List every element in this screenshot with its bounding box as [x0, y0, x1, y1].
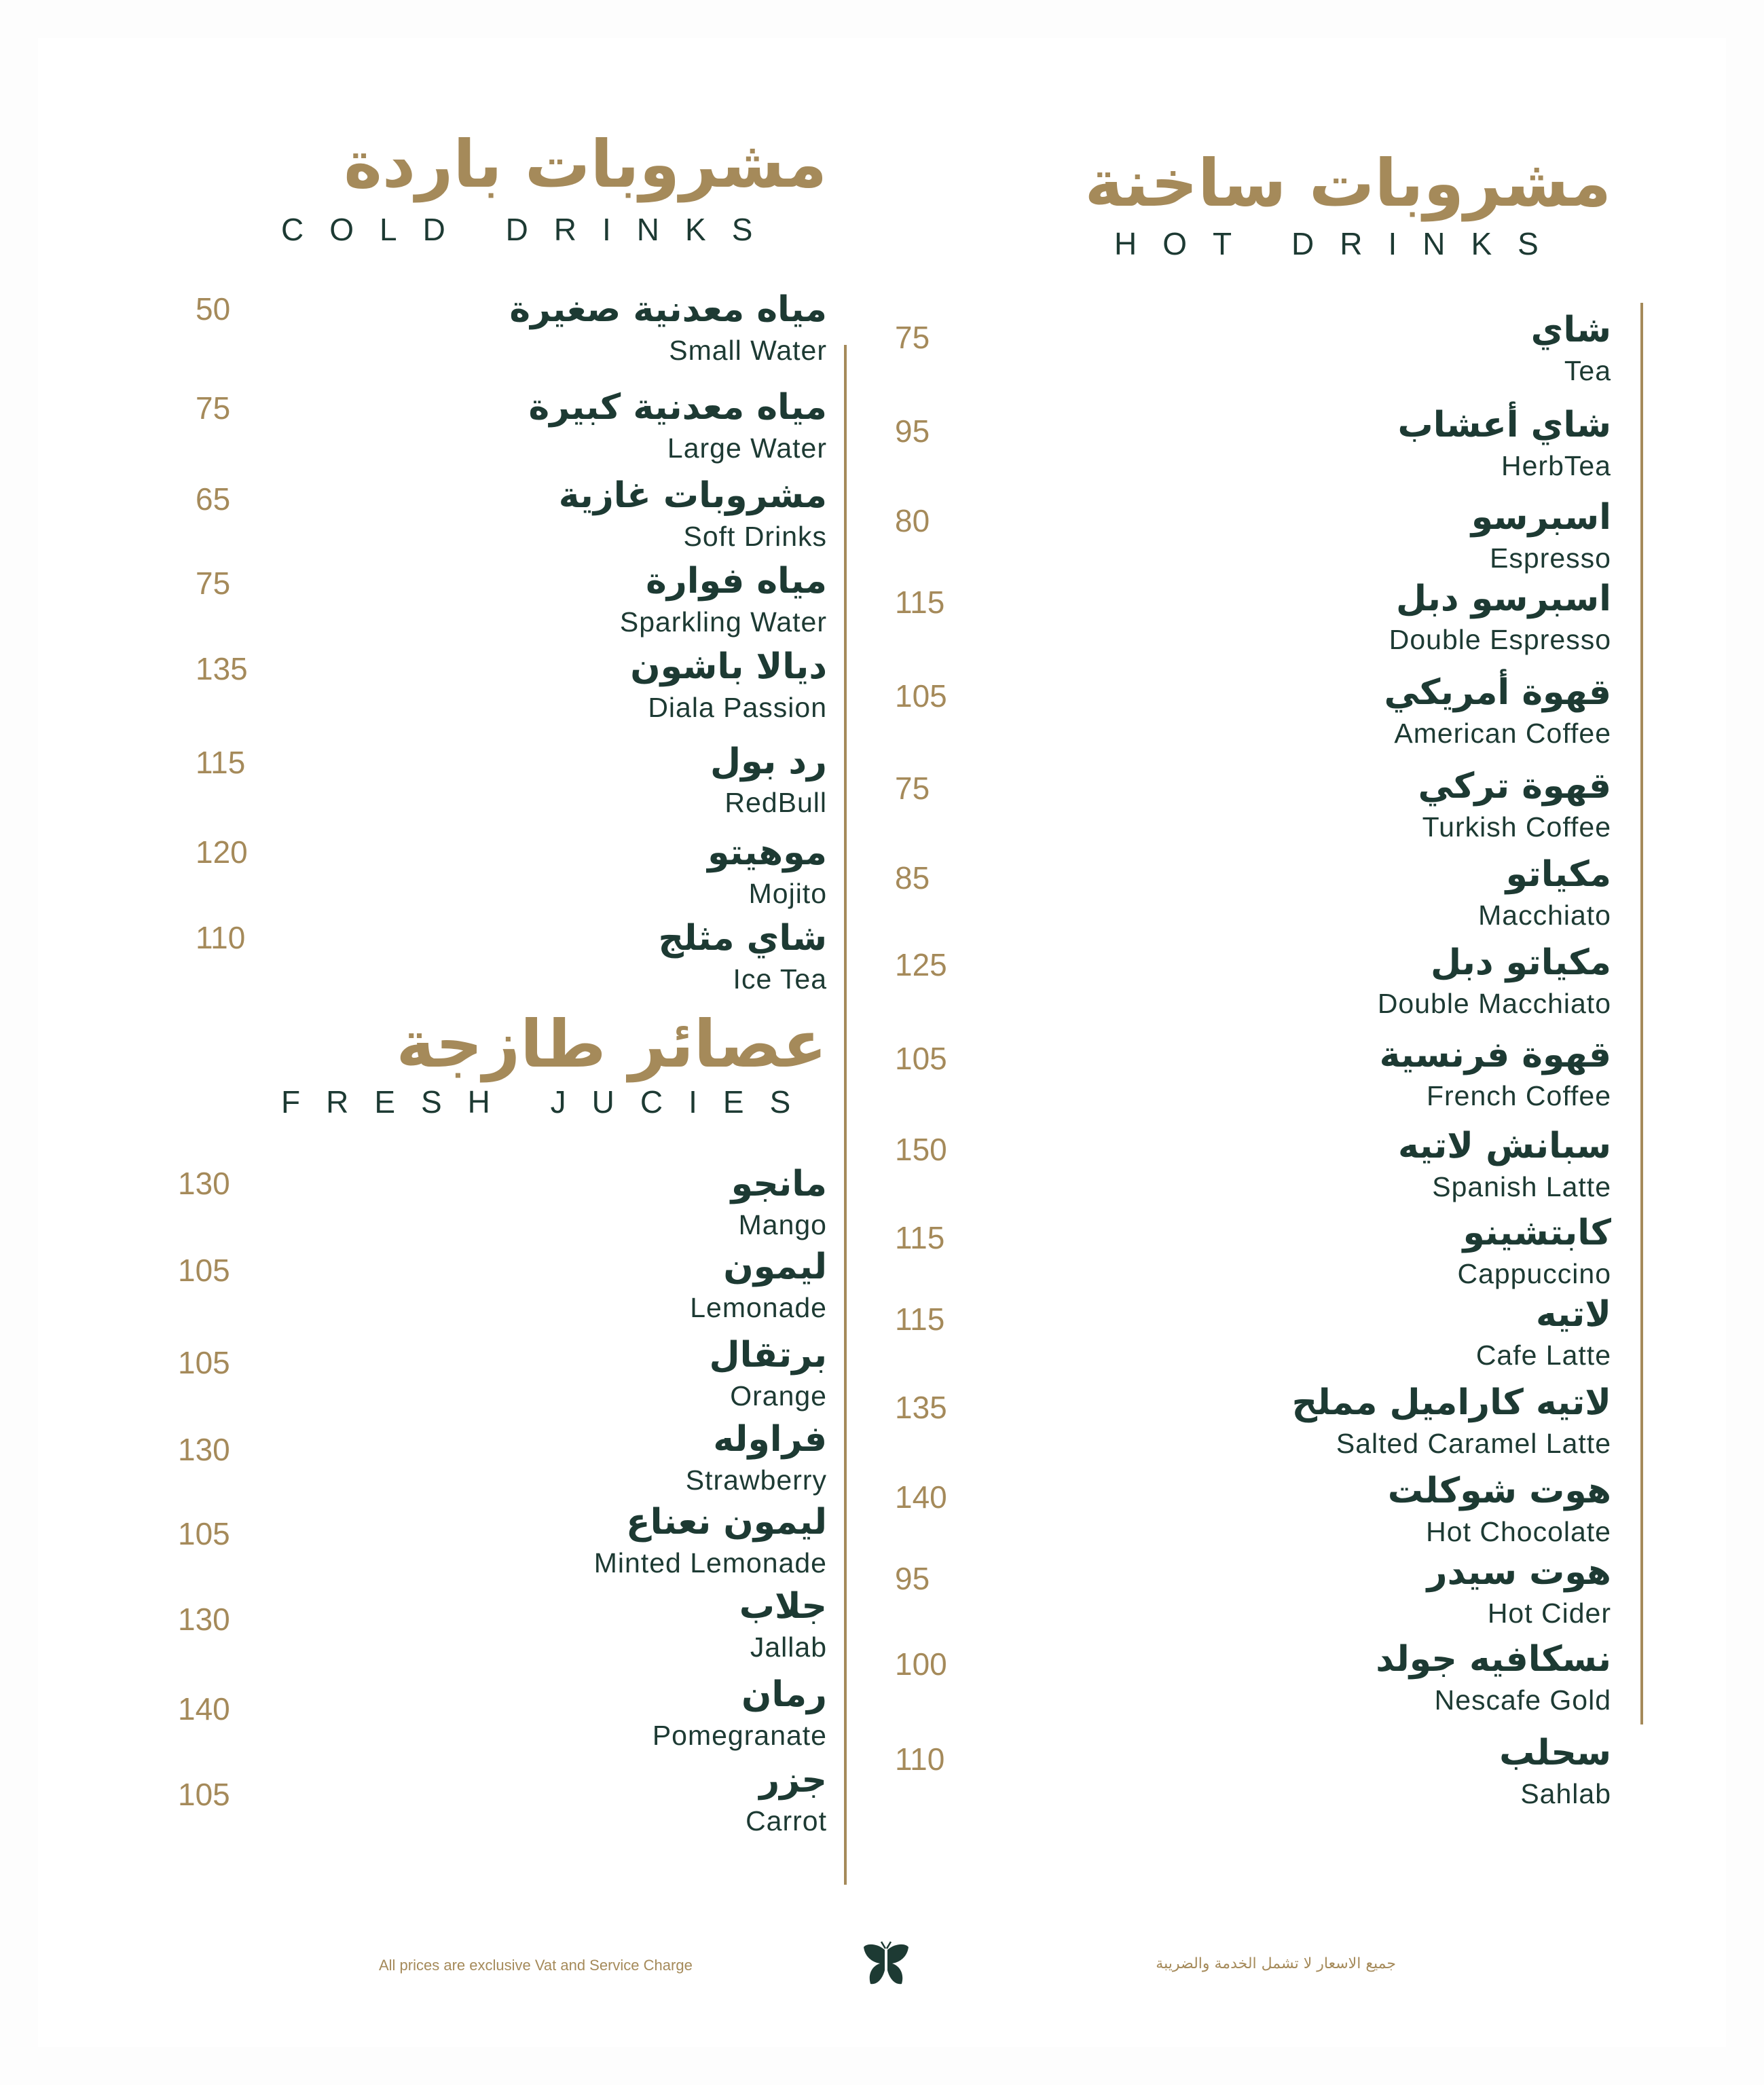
item-name-ar: سحلب: [1499, 1733, 1611, 1773]
hot-drinks-divider: [1640, 303, 1643, 1724]
juices-item-price: 130: [178, 1602, 230, 1637]
juices-menu-item: [216, 1337, 827, 1412]
item-name-en: RedBull: [724, 787, 827, 818]
item-name-ar: جلاب: [739, 1586, 827, 1627]
hot-item-price: 115: [895, 1302, 945, 1337]
item-name-ar: قهوة أمريكي: [1384, 672, 1611, 713]
item-name-ar: قهوة تركي: [1418, 766, 1611, 807]
hot-menu-item: [1000, 407, 1611, 482]
item-name-en: Double Espresso: [1389, 624, 1611, 655]
item-name-ar: شاي: [1530, 310, 1611, 350]
item-name-ar: ديالا باشون: [630, 646, 827, 687]
item-name-ar: رد بول: [710, 741, 827, 782]
juices-item-price: 105: [178, 1777, 230, 1812]
item-name-ar: جزر: [759, 1760, 827, 1801]
cold-item-price: 65: [196, 481, 231, 517]
footer-note-en: All prices are exclusive Vat and Service Charge: [379, 1957, 693, 1974]
juices-menu-item: [216, 1419, 827, 1496]
hot-drinks-title-en: HOT DRINKS: [1114, 226, 1564, 261]
item-name-ar: شاي مثلج: [658, 918, 827, 959]
item-name-en: Hot Cider: [1487, 1598, 1611, 1629]
hot-menu-item: [1000, 766, 1611, 843]
left-column-divider: [844, 345, 847, 1885]
hot-menu-item: [1000, 854, 1611, 931]
hot-item-price: 105: [895, 678, 947, 714]
item-name-en: Macchiato: [1478, 900, 1611, 931]
juices-menu-item: [216, 1166, 827, 1241]
hot-item-price: 95: [895, 1561, 930, 1596]
fresh-juices-title-en: FRESH JUCIES: [281, 1084, 817, 1120]
item-name-en: Small Water: [669, 335, 827, 366]
hot-menu-item: [1000, 1552, 1611, 1629]
item-name-ar: شاي أعشاب: [1397, 405, 1611, 445]
footer-note-ar: جميع الاسعار لا تشمل الخدمة والضريبة: [1156, 1955, 1396, 1972]
item-name-ar: مكياتو: [1505, 854, 1611, 895]
cold-menu-item: [216, 387, 827, 464]
item-name-en: Orange: [730, 1380, 827, 1411]
item-name-en: Carrot: [746, 1805, 827, 1837]
item-name-ar: كابتشينو: [1463, 1213, 1611, 1253]
cold-item-price: 110: [196, 920, 246, 955]
item-name-en: American Coffee: [1394, 718, 1611, 749]
item-name-en: Hot Chocolate: [1426, 1516, 1611, 1547]
cold-item-price: 115: [196, 745, 246, 780]
cold-drinks-title-en: COLD DRINKS: [281, 212, 779, 247]
item-name-en: Jallab: [750, 1631, 827, 1663]
juices-menu-item: [216, 1674, 827, 1752]
hot-menu-item: [1000, 1473, 1611, 1548]
cold-menu-item: [216, 741, 827, 819]
item-name-en: HerbTea: [1501, 450, 1611, 481]
item-name-en: Spanish Latte: [1432, 1171, 1611, 1202]
cold-menu-item: [216, 646, 827, 724]
item-name-en: Diala Passion: [648, 692, 827, 723]
cold-item-price: 75: [196, 390, 231, 426]
hot-item-price: 125: [895, 947, 947, 982]
item-name-en: Mojito: [748, 878, 827, 909]
hot-item-price: 105: [895, 1041, 947, 1076]
item-name-ar: هوت سيدر: [1427, 1552, 1611, 1593]
item-name-ar: اسبرسو: [1471, 497, 1611, 538]
item-name-ar: موهيتو: [708, 832, 827, 873]
butterfly-logo-icon: [861, 1940, 911, 1991]
item-name-en: Pomegranate: [652, 1720, 827, 1751]
juices-item-price: 130: [178, 1432, 230, 1467]
item-name-en: Double Macchiato: [1377, 988, 1611, 1019]
juices-item-price: 105: [178, 1253, 230, 1288]
item-name-en: Ice Tea: [733, 963, 827, 995]
cold-menu-item: [216, 475, 827, 553]
item-name-ar: ليمون نعناع: [626, 1502, 827, 1543]
hot-menu-item: [1000, 942, 1611, 1020]
item-name-en: Large Water: [667, 432, 827, 464]
item-name-ar: مياه فوارة: [646, 561, 827, 602]
hot-menu-item: [1000, 672, 1611, 750]
item-name-ar: مياه معدنية صغيرة: [509, 289, 827, 330]
hot-menu-item: [1000, 1294, 1611, 1371]
hot-menu-item: [1000, 1735, 1611, 1810]
item-name-ar: برتقال: [709, 1335, 827, 1376]
cold-drinks-title-ar: مشروبات باردة: [344, 126, 827, 202]
cold-menu-item: [216, 918, 827, 995]
cold-menu-item: [216, 832, 827, 910]
item-name-en: Nescafe Gold: [1434, 1684, 1611, 1716]
hot-item-price: 75: [895, 771, 930, 806]
hot-menu-item: [1000, 1215, 1611, 1290]
hot-menu-item: [1000, 312, 1611, 387]
item-name-ar: فراوله: [713, 1419, 827, 1460]
hot-item-price: 85: [895, 860, 930, 896]
juices-item-price: 105: [178, 1345, 230, 1380]
hot-item-price: 115: [895, 585, 945, 620]
item-name-en: Sparkling Water: [619, 606, 827, 638]
item-name-en: Tea: [1564, 355, 1611, 386]
hot-item-price: 75: [895, 320, 930, 355]
hot-menu-item: [1000, 1382, 1611, 1460]
hot-item-price: 135: [895, 1390, 947, 1425]
cold-item-price: 50: [196, 291, 231, 327]
item-name-en: Lemonade: [690, 1292, 827, 1323]
hot-item-price: 150: [895, 1132, 947, 1167]
hot-item-price: 80: [895, 503, 930, 538]
hot-menu-item: [1000, 578, 1611, 656]
item-name-en: Minted Lemonade: [593, 1547, 827, 1579]
item-name-en: French Coffee: [1426, 1080, 1611, 1111]
hot-menu-item: [1000, 497, 1611, 574]
item-name-en: Soft Drinks: [683, 521, 827, 552]
item-name-ar: مشروبات غازية: [558, 475, 827, 516]
hot-menu-item: [1000, 1128, 1611, 1203]
item-name-ar: مانجو: [731, 1164, 827, 1204]
item-name-en: Cafe Latte: [1475, 1340, 1611, 1371]
item-name-ar: ليمون: [723, 1247, 827, 1287]
cold-item-price: 120: [196, 834, 248, 870]
item-name-en: Cappuccino: [1457, 1258, 1611, 1289]
juices-menu-item: [216, 1249, 827, 1324]
cold-item-price: 135: [196, 651, 248, 686]
hot-menu-item: [1000, 1037, 1611, 1112]
item-name-ar: سبانش لاتيه: [1397, 1126, 1611, 1166]
hot-menu-item: [1000, 1639, 1611, 1716]
cold-menu-item: [216, 289, 827, 367]
item-name-ar: مياه معدنية كبيرة: [528, 387, 827, 428]
juices-item-price: 105: [178, 1516, 230, 1551]
hot-item-price: 100: [895, 1646, 947, 1682]
item-name-en: Sahlab: [1520, 1778, 1611, 1809]
item-name-ar: نسكافيه جولد: [1376, 1639, 1611, 1680]
item-name-en: Strawberry: [685, 1464, 827, 1496]
item-name-ar: اسبرسو دبل: [1395, 578, 1611, 619]
item-name-en: Mango: [738, 1209, 827, 1240]
hot-item-price: 115: [895, 1220, 945, 1255]
juices-menu-item: [216, 1586, 827, 1663]
hot-item-price: 110: [895, 1741, 945, 1777]
juices-menu-item: [216, 1760, 827, 1837]
hot-item-price: 95: [895, 413, 930, 449]
hot-item-price: 140: [895, 1479, 947, 1515]
hot-drinks-title-ar: مشروبات ساخنة: [1084, 145, 1611, 221]
item-name-ar: هوت شوكلت: [1387, 1471, 1611, 1511]
item-name-ar: رمان: [741, 1674, 827, 1715]
item-name-ar: لاتيه كاراميل مملح: [1291, 1382, 1611, 1423]
cold-menu-item: [216, 561, 827, 638]
cold-item-price: 75: [196, 566, 231, 601]
item-name-en: Espresso: [1490, 542, 1611, 574]
item-name-ar: مكياتو دبل: [1430, 942, 1611, 983]
item-name-ar: قهوة فرنسية: [1379, 1035, 1611, 1075]
fresh-juices-title-ar: عصائر طازجة: [396, 1006, 827, 1082]
juices-menu-item: [216, 1502, 827, 1579]
item-name-ar: لاتيه: [1535, 1294, 1611, 1335]
juices-item-price: 130: [178, 1166, 230, 1201]
item-name-en: Turkish Coffee: [1422, 811, 1611, 843]
item-name-en: Salted Caramel Latte: [1336, 1428, 1611, 1459]
juices-item-price: 140: [178, 1691, 230, 1727]
